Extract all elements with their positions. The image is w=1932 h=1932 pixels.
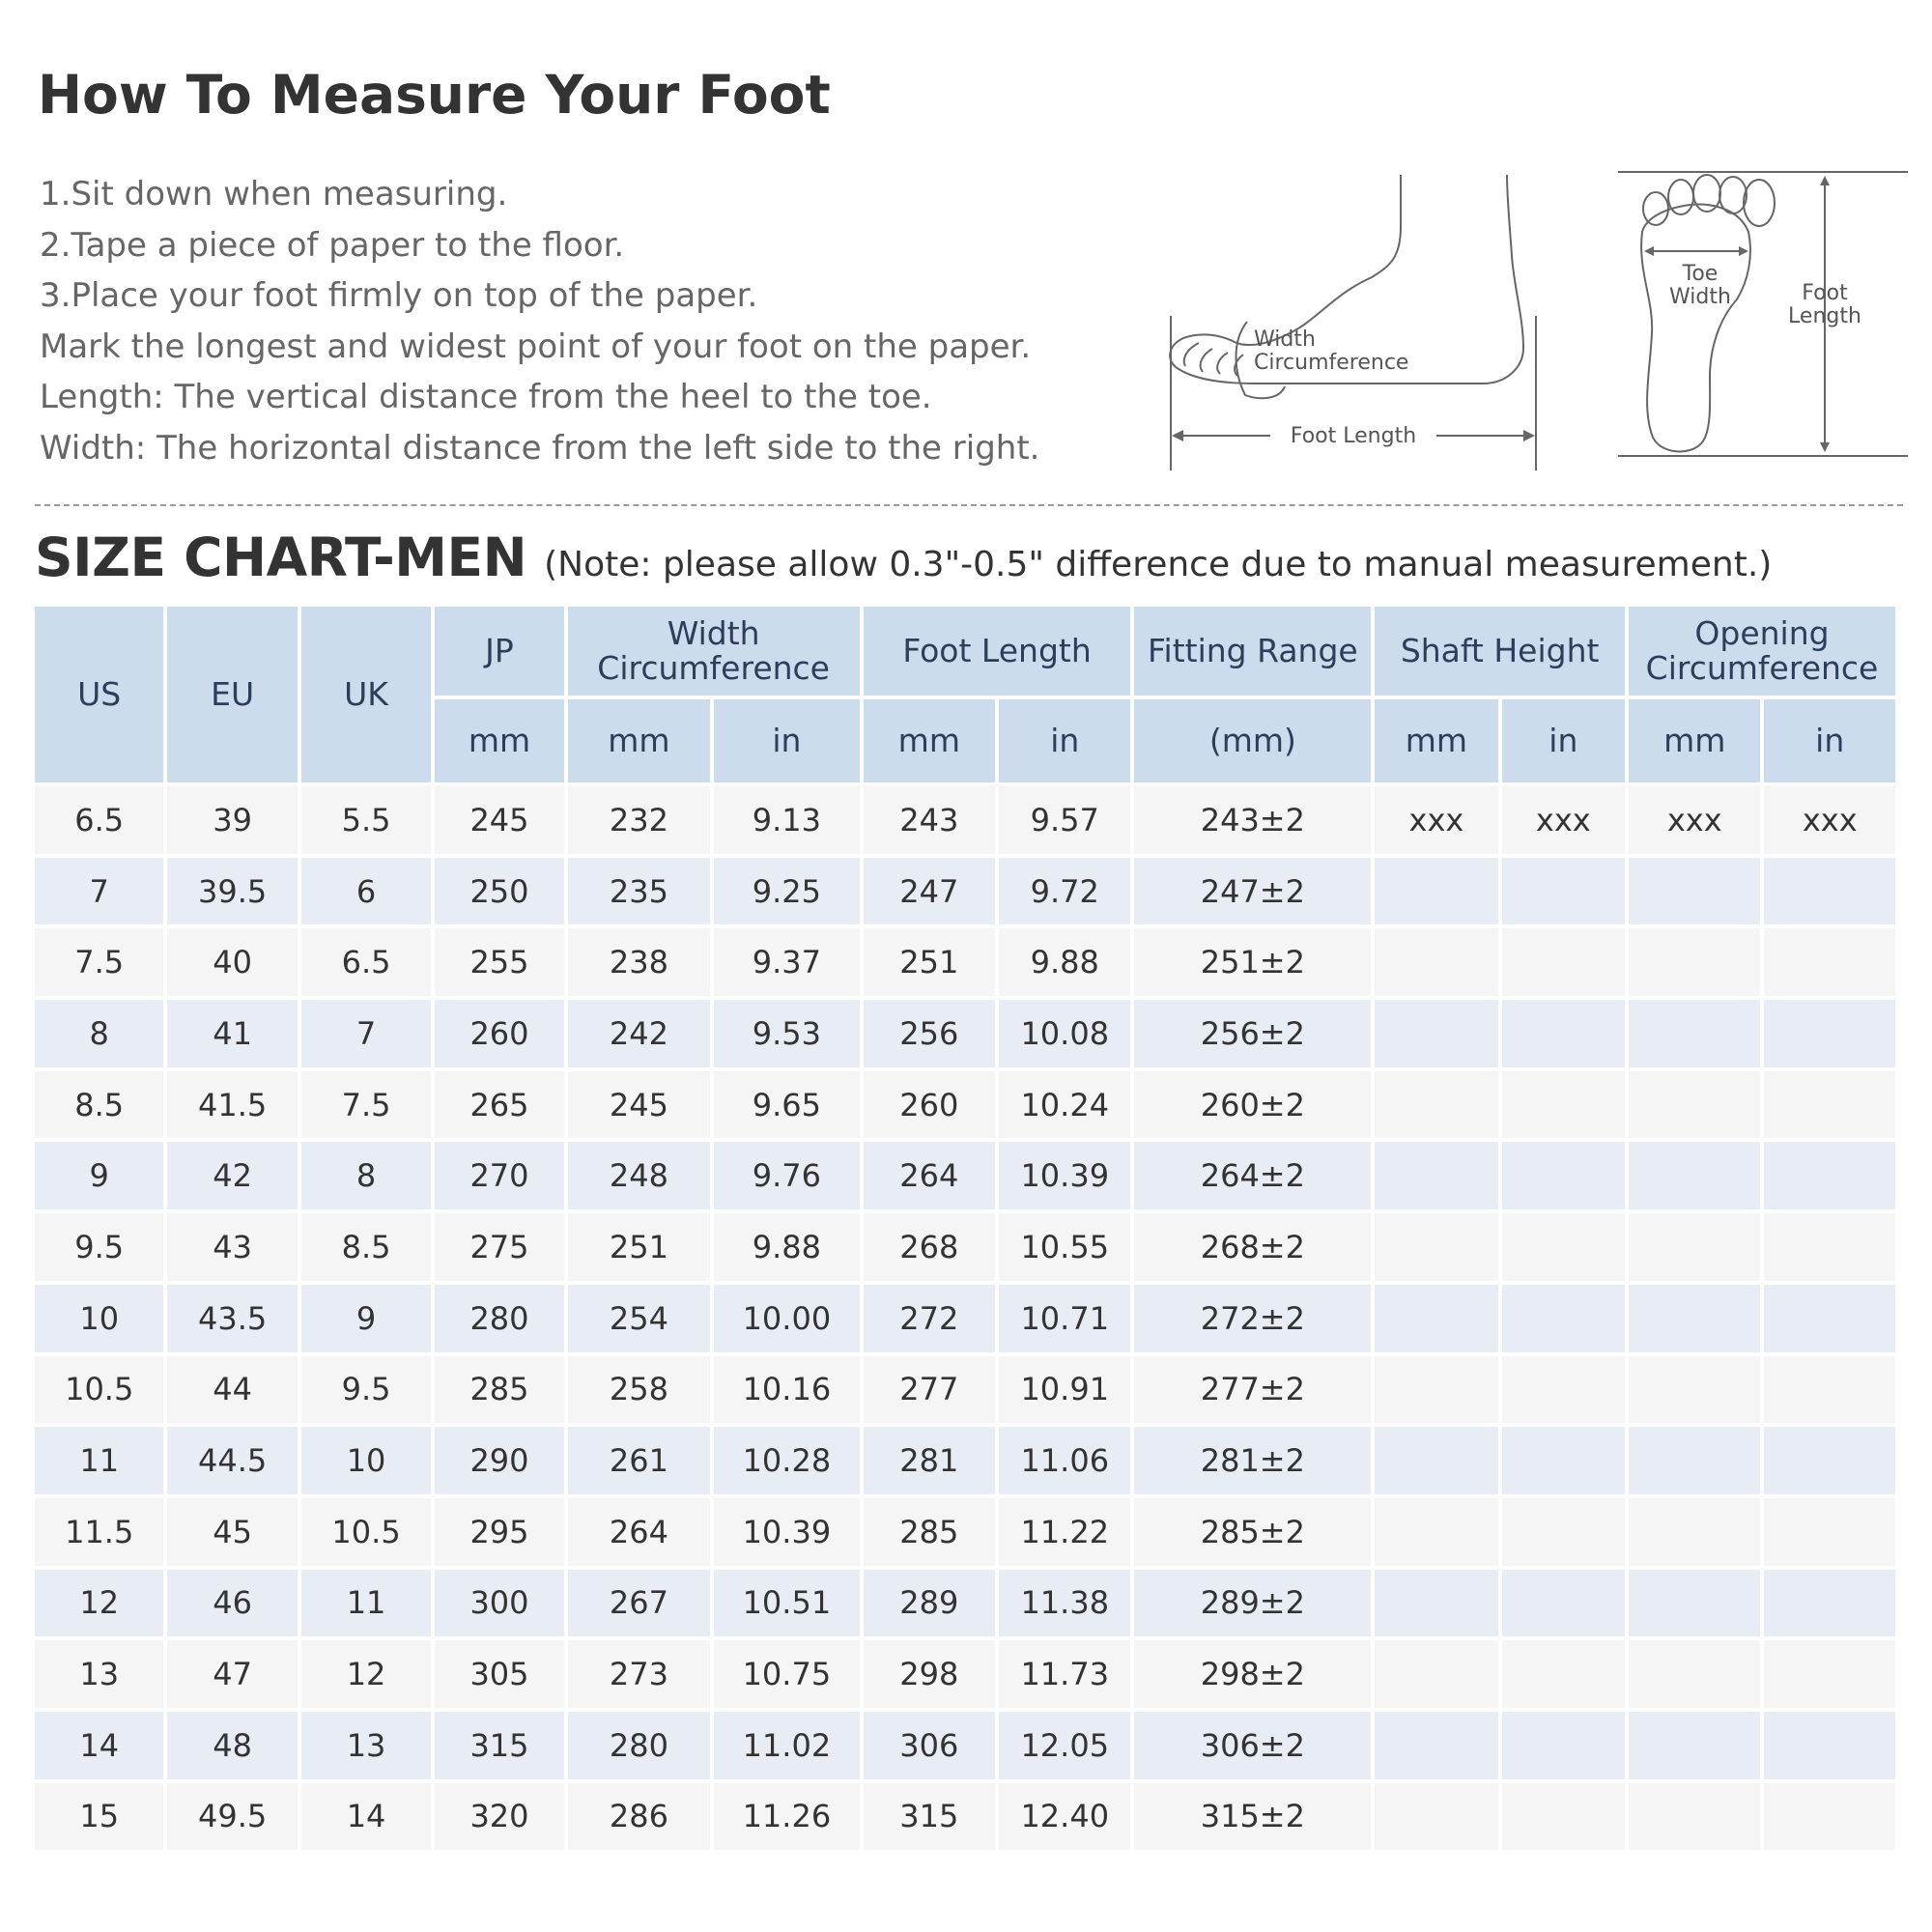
measure-steps: [40, 169, 1039, 473]
table-cell: 243: [864, 786, 995, 854]
toe-width-label: Width: [1669, 285, 1731, 309]
table-cell: 295: [435, 1498, 563, 1566]
table-cell: 245: [568, 1071, 710, 1139]
sub-header-unit: mm: [568, 699, 710, 782]
table-cell: 14: [35, 1712, 163, 1779]
foot-side-toe-1: [1184, 343, 1199, 366]
table-cell: [1764, 1356, 1895, 1424]
header-foot-length: Foot Length: [864, 607, 1131, 696]
table-cell: [1764, 1712, 1895, 1779]
table-cell: 9.25: [714, 858, 859, 925]
table-cell: 273: [568, 1640, 710, 1708]
header-jp: JP: [435, 607, 563, 696]
table-cell: 300: [435, 1570, 563, 1637]
table-cell: 39.5: [167, 858, 297, 925]
table-cell: 238: [568, 928, 710, 996]
sub-header-unit: (mm): [1134, 699, 1371, 782]
table-cell: 267: [568, 1570, 710, 1637]
table-cell: [1375, 1356, 1497, 1424]
table-cell: 10.75: [714, 1640, 859, 1708]
table-cell: 285: [864, 1498, 995, 1566]
table-cell: [1764, 1640, 1895, 1708]
table-cell: 315: [864, 1783, 995, 1851]
table-cell: 41: [167, 1000, 297, 1067]
header-width-circumference-line: Circumference: [597, 649, 830, 687]
table-cell: [1375, 1427, 1497, 1494]
measure-step: 1.Sit down when measuring.: [40, 175, 508, 213]
table-cell: [1764, 858, 1895, 925]
table-cell: 12: [301, 1640, 431, 1708]
chart-note: (Note: please allow 0.3"-0.5" difference due to manual measurement.): [544, 545, 1773, 584]
table-cell: 281: [864, 1427, 995, 1494]
table-cell: [1629, 1427, 1760, 1494]
table-cell: 46: [167, 1570, 297, 1637]
arrowhead-icon: [1523, 430, 1535, 441]
table-cell: 289: [864, 1570, 995, 1637]
table-cell: [1502, 1783, 1625, 1851]
table-cell: 285±2: [1134, 1498, 1371, 1566]
toe-width-label: Toe: [1682, 262, 1719, 286]
table-cell: [1629, 1640, 1760, 1708]
table-cell: [1502, 1427, 1625, 1494]
table-cell: [1502, 1285, 1625, 1352]
table-cell: 289±2: [1134, 1570, 1371, 1637]
table-cell: 251: [568, 1213, 710, 1281]
header-width-circumference-line: Width: [667, 614, 760, 652]
table-cell: 11.06: [999, 1427, 1130, 1494]
table-cell: 9.53: [714, 1000, 859, 1067]
table-cell: 247: [864, 858, 995, 925]
arrowhead-icon: [1644, 246, 1654, 256]
table-cell: [1375, 1285, 1497, 1352]
table-cell: 248: [568, 1142, 710, 1209]
table-cell: [1764, 1285, 1895, 1352]
measure-step: 2.Tape a piece of paper to the floor.: [40, 225, 625, 265]
sub-header-unit: in: [1764, 699, 1895, 782]
table-cell: 268±2: [1134, 1213, 1371, 1281]
table-cell: 306±2: [1134, 1712, 1371, 1779]
table-cell: 286: [568, 1783, 710, 1851]
table-row: [35, 786, 1895, 854]
table-row: [35, 1000, 1895, 1067]
table-cell: 42: [167, 1142, 297, 1209]
table-cell: 11.02: [714, 1712, 859, 1779]
table-cell: 256±2: [1134, 1000, 1371, 1067]
table-row: [35, 1142, 1895, 1209]
table-cell: [1764, 1000, 1895, 1067]
table-cell: 9.5: [35, 1213, 163, 1281]
table-cell: 11.73: [999, 1640, 1130, 1708]
table-cell: [1502, 858, 1625, 925]
table-cell: 10.5: [301, 1498, 431, 1566]
table-cell: 8: [301, 1142, 431, 1209]
table-cell: 306: [864, 1712, 995, 1779]
table-cell: 277: [864, 1356, 995, 1424]
table-row: [35, 1071, 1895, 1139]
table-cell: 7.5: [35, 928, 163, 996]
header-uk: UK: [301, 607, 431, 782]
table-cell: [1629, 928, 1760, 996]
table-cell: [1764, 1783, 1895, 1851]
table-cell: 298: [864, 1640, 995, 1708]
table-cell: 43.5: [167, 1285, 297, 1352]
table-cell: 6.5: [35, 786, 163, 854]
table-cell: [1502, 1640, 1625, 1708]
table-cell: 250: [435, 858, 563, 925]
table-cell: 9.57: [999, 786, 1130, 854]
table-row: [35, 928, 1895, 996]
table-cell: 15: [35, 1783, 163, 1851]
table-cell: 268: [864, 1213, 995, 1281]
table-cell: 247±2: [1134, 858, 1371, 925]
table-row: [35, 1712, 1895, 1779]
header-opening-circumference-line: Circumference: [1645, 649, 1879, 687]
table-cell: 39: [167, 786, 297, 854]
table-row: [35, 1213, 1895, 1281]
table-cell: [1375, 928, 1497, 996]
table-cell: 10.28: [714, 1427, 859, 1494]
table-cell: [1629, 1142, 1760, 1209]
table-cell: 47: [167, 1640, 297, 1708]
size-chart-table: [31, 603, 1899, 1854]
table-cell: 258: [568, 1356, 710, 1424]
table-cell: [1764, 1570, 1895, 1637]
section-divider: [35, 504, 1903, 506]
table-cell: 260: [435, 1000, 563, 1067]
foot-sole-diagram: [1613, 164, 1908, 464]
sub-header-unit: mm: [1375, 699, 1497, 782]
table-cell: 255: [435, 928, 563, 996]
table-cell: 315: [435, 1712, 563, 1779]
table-cell: 8.5: [35, 1071, 163, 1139]
table-cell: 264: [864, 1142, 995, 1209]
table-cell: 10: [35, 1285, 163, 1352]
table-cell: 277±2: [1134, 1356, 1371, 1424]
table-cell: xxx: [1764, 786, 1895, 854]
table-cell: 280: [435, 1285, 563, 1352]
table-cell: 41.5: [167, 1071, 297, 1139]
sole-foot-length-label: Foot: [1802, 281, 1848, 305]
measure-title: How To Measure Your Foot: [38, 64, 831, 126]
table-cell: 10.24: [999, 1071, 1130, 1139]
table-cell: 45: [167, 1498, 297, 1566]
table-cell: 280: [568, 1712, 710, 1779]
table-cell: 261: [568, 1427, 710, 1494]
table-cell: 7.5: [301, 1071, 431, 1139]
sub-header-unit: mm: [1629, 699, 1760, 782]
table-cell: [1629, 1000, 1760, 1067]
table-cell: 265: [435, 1071, 563, 1139]
table-cell: [1629, 1712, 1760, 1779]
table-cell: 11.26: [714, 1783, 859, 1851]
table-cell: 10.39: [999, 1142, 1130, 1209]
table-row: [35, 1356, 1895, 1424]
table-cell: 43: [167, 1213, 297, 1281]
table-cell: 11: [301, 1570, 431, 1637]
table-cell: 40: [167, 928, 297, 996]
table-cell: [1629, 1356, 1760, 1424]
table-cell: 44: [167, 1356, 297, 1424]
toe-icon: [1719, 177, 1747, 213]
table-cell: 9.13: [714, 786, 859, 854]
table-cell: [1375, 1213, 1497, 1281]
table-row: [35, 1427, 1895, 1494]
table-cell: 10.5: [35, 1356, 163, 1424]
table-cell: 12.40: [999, 1783, 1130, 1851]
table-cell: 10.55: [999, 1213, 1130, 1281]
measure-step: Length: The vertical distance from the heel to the toe.: [40, 378, 932, 416]
table-cell: 9.5: [301, 1356, 431, 1424]
table-cell: [1629, 1783, 1760, 1851]
table-cell: 232: [568, 786, 710, 854]
table-cell: [1629, 858, 1760, 925]
table-cell: 10.39: [714, 1498, 859, 1566]
table-cell: 272: [864, 1285, 995, 1352]
table-cell: 13: [301, 1712, 431, 1779]
sub-header-unit: in: [714, 699, 859, 782]
table-cell: 6: [301, 858, 431, 925]
foot-side-toe-3: [1217, 353, 1228, 374]
table-cell: 8: [35, 1000, 163, 1067]
foot-sole-outline: [1641, 205, 1750, 452]
table-cell: [1764, 928, 1895, 996]
header-width-circumference: [568, 607, 860, 696]
table-cell: 251: [864, 928, 995, 996]
foot-side-diagram: [1164, 169, 1555, 478]
table-cell: [1502, 1498, 1625, 1566]
table-cell: 9: [35, 1142, 163, 1209]
table-cell: 260±2: [1134, 1071, 1371, 1139]
table-cell: 320: [435, 1783, 563, 1851]
table-row: [35, 1498, 1895, 1566]
table-cell: 10.51: [714, 1570, 859, 1637]
table-cell: xxx: [1502, 786, 1625, 854]
table-cell: xxx: [1375, 786, 1497, 854]
table-cell: 10.71: [999, 1285, 1130, 1352]
chart-heading: [35, 526, 1772, 588]
table-row: [35, 1783, 1895, 1851]
measure-step: Width: The horizontal distance from the left side to the right.: [40, 428, 1040, 468]
arrowhead-icon: [1820, 176, 1830, 185]
toe-icon: [1693, 175, 1720, 212]
table-row: [35, 1570, 1895, 1637]
table-cell: 44.5: [167, 1427, 297, 1494]
table-cell: xxx: [1629, 786, 1760, 854]
table-row: [35, 1285, 1895, 1352]
table-cell: 298±2: [1134, 1640, 1371, 1708]
width-circumference-label: Width: [1254, 327, 1316, 352]
table-cell: 9.65: [714, 1071, 859, 1139]
table-cell: 10.00: [714, 1285, 859, 1352]
width-circumference-label: Circumference: [1254, 351, 1409, 375]
table-cell: 315±2: [1134, 1783, 1371, 1851]
table-cell: 5.5: [301, 786, 431, 854]
sole-foot-length-label: Length: [1788, 304, 1861, 328]
measure-step: 3.Place your foot firmly on top of the paper.: [40, 276, 758, 315]
table-cell: 11.5: [35, 1498, 163, 1566]
header-opening-circumference: [1629, 607, 1895, 696]
table-cell: 11.22: [999, 1498, 1130, 1566]
table-cell: [1502, 1712, 1625, 1779]
table-cell: 264: [568, 1498, 710, 1566]
table-cell: 9.76: [714, 1142, 859, 1209]
table-cell: 260: [864, 1071, 995, 1139]
table-cell: 264±2: [1134, 1142, 1371, 1209]
table-row: [35, 858, 1895, 925]
table-cell: 242: [568, 1000, 710, 1067]
foot-length-label: Foot Length: [1290, 424, 1417, 448]
table-cell: [1502, 1570, 1625, 1637]
arrowhead-icon: [1820, 442, 1830, 452]
table-cell: [1375, 1498, 1497, 1566]
table-cell: 245: [435, 786, 563, 854]
table-body: [35, 786, 1895, 1850]
table-cell: 6.5: [301, 928, 431, 996]
table-cell: [1502, 1213, 1625, 1281]
table-cell: 7: [35, 858, 163, 925]
table-cell: 256: [864, 1000, 995, 1067]
table-cell: [1375, 1640, 1497, 1708]
chart-title: SIZE CHART-MEN: [35, 526, 527, 588]
table-cell: [1375, 858, 1497, 925]
table-cell: 7: [301, 1000, 431, 1067]
table-cell: [1375, 1000, 1497, 1067]
table-cell: 10.91: [999, 1356, 1130, 1424]
table-cell: 14: [301, 1783, 431, 1851]
table-cell: 254: [568, 1285, 710, 1352]
table-row: [35, 1640, 1895, 1708]
toe-icon: [1744, 180, 1775, 226]
table-cell: 275: [435, 1213, 563, 1281]
foot-side-toe-2: [1201, 349, 1212, 372]
table-cell: 12.05: [999, 1712, 1130, 1779]
table-cell: [1629, 1213, 1760, 1281]
toe-icon: [1668, 180, 1693, 214]
table-cell: [1629, 1570, 1760, 1637]
table-cell: [1764, 1071, 1895, 1139]
table-cell: [1764, 1213, 1895, 1281]
sub-header-unit: mm: [864, 699, 995, 782]
arrowhead-icon: [1172, 430, 1183, 441]
header-us: US: [35, 607, 163, 782]
table-cell: [1375, 1071, 1497, 1139]
sub-header-unit: in: [1502, 699, 1625, 782]
header-opening-circumference-line: Opening: [1694, 614, 1830, 652]
toe-icon: [1643, 192, 1668, 225]
table-cell: 11.38: [999, 1570, 1130, 1637]
table-cell: 10: [301, 1427, 431, 1494]
table-cell: 285: [435, 1356, 563, 1424]
table-cell: 13: [35, 1640, 163, 1708]
table-cell: 243±2: [1134, 786, 1371, 854]
table-cell: [1764, 1498, 1895, 1566]
table-cell: [1629, 1071, 1760, 1139]
table-cell: 9.72: [999, 858, 1130, 925]
table-cell: [1764, 1142, 1895, 1209]
table-cell: 48: [167, 1712, 297, 1779]
table-cell: [1502, 928, 1625, 996]
table-cell: 305: [435, 1640, 563, 1708]
table-cell: 8.5: [301, 1213, 431, 1281]
table-cell: 9.88: [999, 928, 1130, 996]
table-cell: [1375, 1783, 1497, 1851]
header-shaft-height: Shaft Height: [1375, 607, 1625, 696]
table-cell: 12: [35, 1570, 163, 1637]
table-cell: [1375, 1570, 1497, 1637]
table-cell: 11: [35, 1427, 163, 1494]
table-cell: [1502, 1071, 1625, 1139]
table-cell: [1502, 1142, 1625, 1209]
table-cell: 272±2: [1134, 1285, 1371, 1352]
table-cell: 290: [435, 1427, 563, 1494]
header-eu: EU: [167, 607, 297, 782]
table-cell: 9.88: [714, 1213, 859, 1281]
table-cell: 235: [568, 858, 710, 925]
table-cell: [1375, 1142, 1497, 1209]
arrowhead-icon: [1739, 246, 1748, 256]
table-cell: [1502, 1000, 1625, 1067]
measure-step: Mark the longest and widest point of your foot on the paper.: [40, 327, 1032, 366]
table-cell: 281±2: [1134, 1427, 1371, 1494]
table-cell: 9: [301, 1285, 431, 1352]
table-cell: [1629, 1285, 1760, 1352]
table-cell: 270: [435, 1142, 563, 1209]
table-cell: 10.08: [999, 1000, 1130, 1067]
sub-header-unit: mm: [435, 699, 563, 782]
table-cell: 251±2: [1134, 928, 1371, 996]
table-cell: 10.16: [714, 1356, 859, 1424]
table-cell: [1764, 1427, 1895, 1494]
table-cell: 9.37: [714, 928, 859, 996]
table-cell: 49.5: [167, 1783, 297, 1851]
table-cell: [1375, 1712, 1497, 1779]
sub-header-unit: in: [999, 699, 1130, 782]
header-fitting-range: Fitting Range: [1134, 607, 1371, 696]
table-cell: [1502, 1356, 1625, 1424]
table-cell: [1629, 1498, 1760, 1566]
